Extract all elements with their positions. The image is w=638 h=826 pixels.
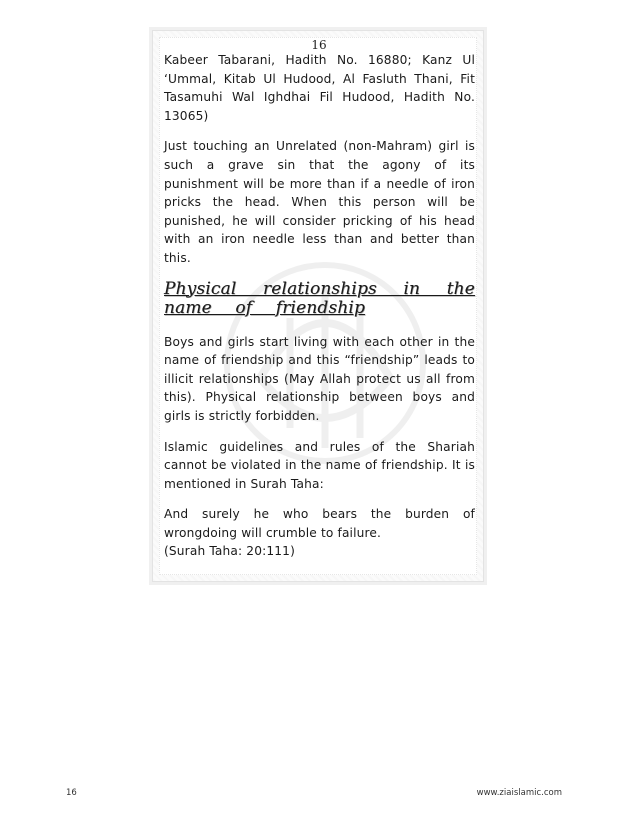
quote-paragraph: And surely he who bears the burden of wrongdoing will crumble to failure. — [164, 507, 475, 540]
body-paragraph: Boys and girls start living with each other in the name of friendship and this “friendship” leads to illicit relationships (May Allah protect us all from this). Physical relationship between boys and girls is strictly forbidden. — [164, 334, 475, 423]
citation-paragraph: Kabeer Tabarani, Hadith No. 16880; Kanz Ul ‘Ummal, Kitab Ul Hudood, Al Fasluth Thani, Fit Tasamuhi Wal Ighdhai Fil Hudood, Hadith No. 13065) — [164, 53, 475, 123]
body-paragraph: Just touching an Unrelated (non-Mahram) girl is such a grave sin that the agony of its punishment will be more than if a needle of iron pricks the head. When this person will be punished, he will consider pricking of his head with an iron needle less than and better than this. — [164, 139, 475, 265]
footer-page-number: 16 — [66, 788, 77, 798]
quote-reference: (Surah Taha: 20:111) — [164, 544, 295, 559]
page-content — [164, 51, 475, 573]
body-paragraph: Islamic guidelines and rules of the Shariah cannot be violated in the name of friendship. It is mentioned in Surah Taha: — [164, 439, 475, 491]
footer-website-link[interactable]: www.ziaislamic.com — [476, 788, 562, 798]
page-number-top: 16 — [311, 38, 327, 52]
section-heading: Physical relationships in the name of friendship — [164, 278, 475, 318]
